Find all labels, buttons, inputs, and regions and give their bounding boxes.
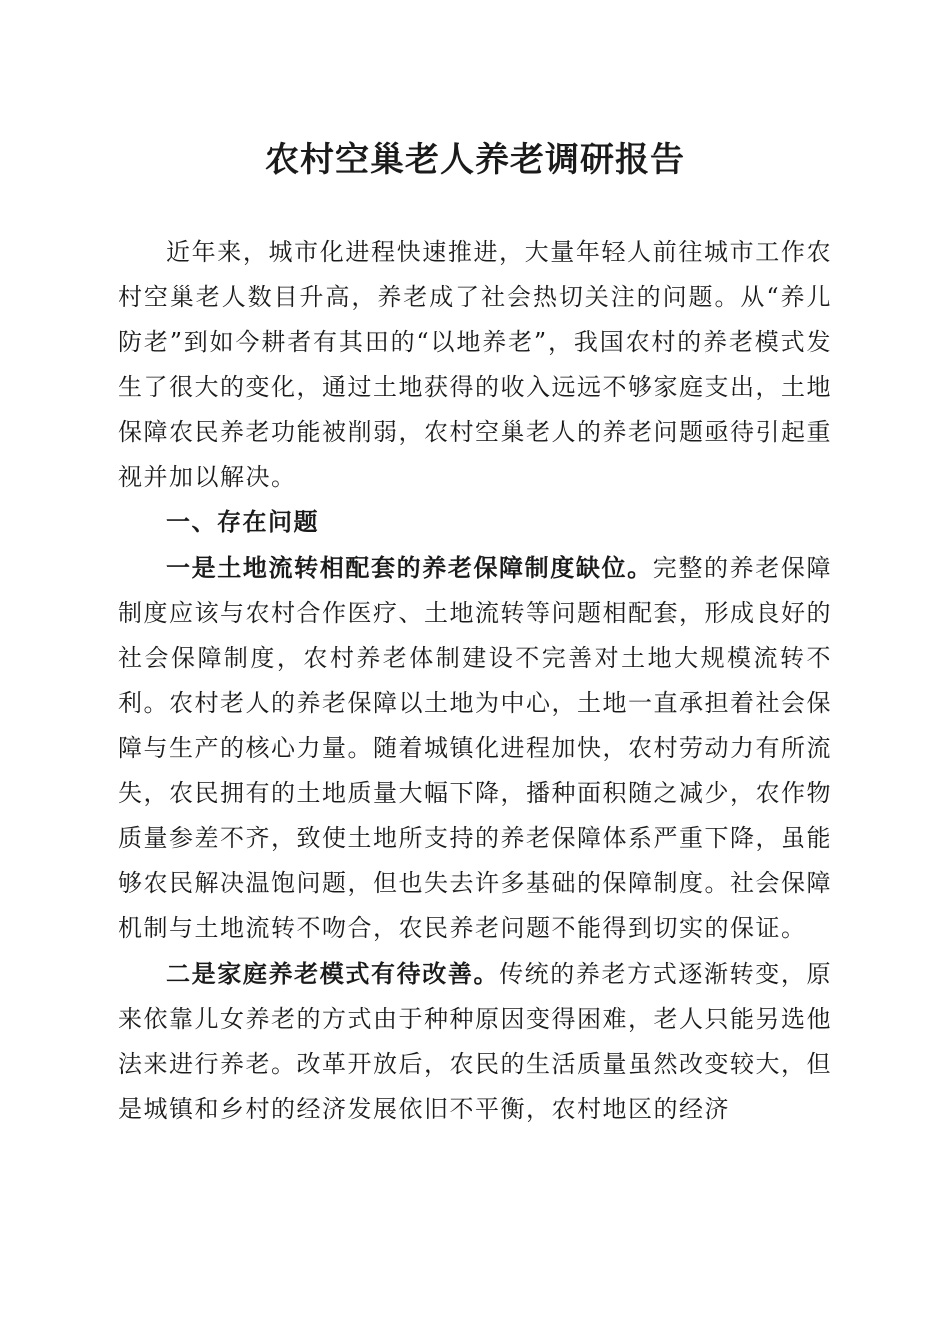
problem-2-lead: 二是家庭养老模式有待改善。 bbox=[166, 959, 500, 988]
intro-paragraph: 近年来，城市化进程快速推进，大量年轻人前往城市工作农村空巢老人数目升高，养老成了社会热切关注的问题。从“养儿防老”到如今耕者有其田的“以地养老”，我国农村的养老模式发生了很大的变化，通过土地获得的收入远远不够家庭支出，土地保障农民养老功能被削弱，农村空巢老人的养老问题亟待引起重视并加以解决。 bbox=[118, 238, 832, 491]
problem-1-lead: 一是土地流转相配套的养老保障制度缺位。 bbox=[166, 553, 653, 582]
document-title: 农村空巢老人养老调研报告 bbox=[265, 140, 685, 180]
section-heading: 一、存在问题 bbox=[166, 508, 319, 536]
problem-paragraph-2 bbox=[118, 951, 832, 1132]
document-body bbox=[118, 230, 832, 1132]
problem-paragraph-1 bbox=[118, 545, 832, 951]
problem-1-text: 完整的养老保障制度应该与农村合作医疗、土地流转等问题相配套，形成良好的社会保障制度，农村养老体制建设不完善对土地大规模流转不利。农村老人的养老保障以土地为中心，土地一直承担着社会保障与生产的核心力量。随着城镇化进程加快，农村劳动力有所流失，农民拥有的土地质量大幅下降，播种面积随之减少，农作物质量参差不齐，致使土地所支持的养老保障体系严重下降，虽能够农民解决温饱问题，但也失去许多基础的保障制度。社会保障机制与土地流转不吻合，农民养老问题不能得到切实的保证。 bbox=[118, 554, 833, 942]
problem-2-text: 传统的养老方式逐渐转变，原来依靠儿女养老的方式由于种种原因变得困难，老人只能另选他法来进行养老。改革开放后，农民的生活质量虽然改变较大，但是城镇和乡村的经济发展依旧不平衡，农村地区的经济 bbox=[118, 960, 833, 1123]
